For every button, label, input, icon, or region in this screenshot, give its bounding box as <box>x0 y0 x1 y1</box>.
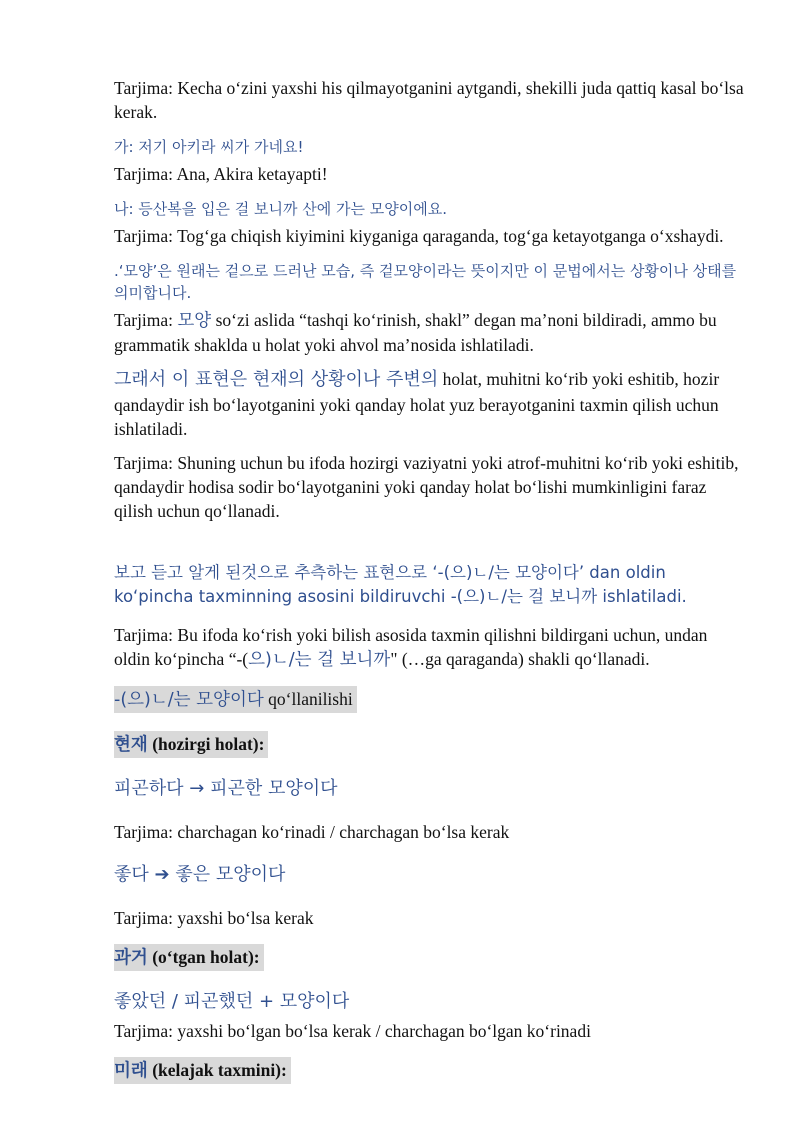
heading-past-korean: 과거 <box>114 948 148 968</box>
arrow-right-icon: ➔ <box>154 864 170 885</box>
heading-future <box>114 1057 746 1084</box>
example-2-result: 좋은 모양이다 <box>175 864 286 885</box>
heading-future-text: (kelajak taxmini): <box>147 1060 287 1080</box>
example-1-base: 피곤하다 <box>114 778 184 799</box>
korean-rule: 보고 듣고 알게 된것으로 추측하는 표현으로 ‘-(으)ㄴ/는 모양이다’ dan oldin ko‘pincha taxminning asosini bildiruvchi -(으)ㄴ/는 걸 보니까 ishlatiladi. <box>114 563 687 606</box>
heading-present-highlight <box>114 731 268 758</box>
heading-usage <box>114 686 746 713</box>
heading-present-text: (hozirgi holat): <box>147 734 265 754</box>
korean-dialogue-b: 나: 등산복을 입은 걸 보니까 산에 가는 모양이에요. <box>114 200 448 218</box>
heading-usage-text: qo‘llanilishi <box>263 689 353 709</box>
translation-4-prefix: Tarjima: <box>114 310 178 330</box>
translation-3: Tarjima: Tog‘ga chiqish kiyimini kiyganiga qaraganda, tog‘ga ketayotganga o‘xshaydi. <box>114 226 724 246</box>
example-1 <box>114 776 746 802</box>
heading-past-text: (o‘tgan holat): <box>147 947 260 967</box>
example-1-result: 피곤한 모양이다 <box>210 778 338 799</box>
example-2-base: 좋다 <box>114 864 149 885</box>
translation-1: Tarjima: Kecha o‘zini yaxshi his qilmayotganini aytgandi, shekilli juda qattiq kasal bo‘lsa kerak. <box>114 78 744 122</box>
heading-usage-highlight <box>114 686 357 713</box>
translation-8-korean-a: 으 <box>248 650 266 670</box>
example-2 <box>114 862 746 888</box>
paragraph-5 <box>114 367 746 441</box>
heading-usage-korean: -(으)ㄴ/는 모양이다 <box>114 690 264 710</box>
heading-present-korean: 현재 <box>114 735 148 755</box>
translation-11: Tarjima: yaxshi bo‘lgan bo‘lsa kerak / charchagan bo‘lgan ko‘rinadi <box>114 1021 591 1041</box>
heading-past-highlight <box>114 944 264 971</box>
translation-4-korean: 모양 <box>177 311 212 331</box>
heading-past <box>114 944 746 971</box>
heading-future-highlight <box>114 1057 291 1084</box>
arrow-right-icon: → <box>189 778 205 799</box>
translation-10: Tarjima: yaxshi bo‘lsa kerak <box>114 908 314 928</box>
heading-future-korean: 미래 <box>114 1061 148 1081</box>
translation-8-korean-b: )ㄴ/는 걸 보니까 <box>265 650 391 670</box>
translation-8-prefix: Tarjima: Bu ifoda ko‘rish yoki bilish asosida taxmin qilishni bildirgani uchun, undan oldin ko‘pincha “-( <box>114 625 708 669</box>
translation-8-rest: " (…ga qaraganda) shakli qo‘llanadi. <box>390 649 650 669</box>
translation-6: Tarjima: Shuning uchun bu ifoda hozirgi vaziyatni yoki atrof-muhitni ko‘rib yoki eshitib, qandaydir hodisa sodir bo‘layotganini yoki qanday holat bo‘lishi mumkinligini faraz qilish uchun qo‘llanadi. <box>114 453 739 521</box>
korean-dialogue-a: 가: 저기 아키라 씨가 가네요! <box>114 138 304 156</box>
heading-present <box>114 731 746 758</box>
translation-2: Tarjima: Ana, Akira ketayapti! <box>114 164 328 184</box>
example-3: 좋았던 / 피곤했던 + 모양이다 <box>114 991 350 1012</box>
paragraph-5-korean: 그래서 이 표현은 현재의 상황이나 주변의 <box>114 369 439 390</box>
translation-8 <box>114 623 746 672</box>
document-body <box>114 76 746 1084</box>
translation-9: Tarjima: charchagan ko‘rinadi / charchagan bo‘lsa kerak <box>114 822 510 842</box>
translation-4-rest: so‘zi aslida “tashqi ko‘rinish, shakl” degan ma’noni bildiradi, ammo bu grammatik shaklda u holat yoki ahvol ma’nosida ishlatiladi. <box>114 310 717 355</box>
paragraph-5-text: holat, muhitni ko‘rib yoki eshitib, hozir qandaydir ish bo‘layotganini yoki qanday holat yuz berayotganini taxmin qilish uchun ishlatiladi. <box>114 369 720 439</box>
translation-4 <box>114 308 746 357</box>
korean-explanation: .‘모양’은 원래는 겉으로 드러난 모습, 즉 겉모양이라는 뜻이지만 이 문법에서는 상황이나 상태를 의미합니다. <box>114 262 737 302</box>
